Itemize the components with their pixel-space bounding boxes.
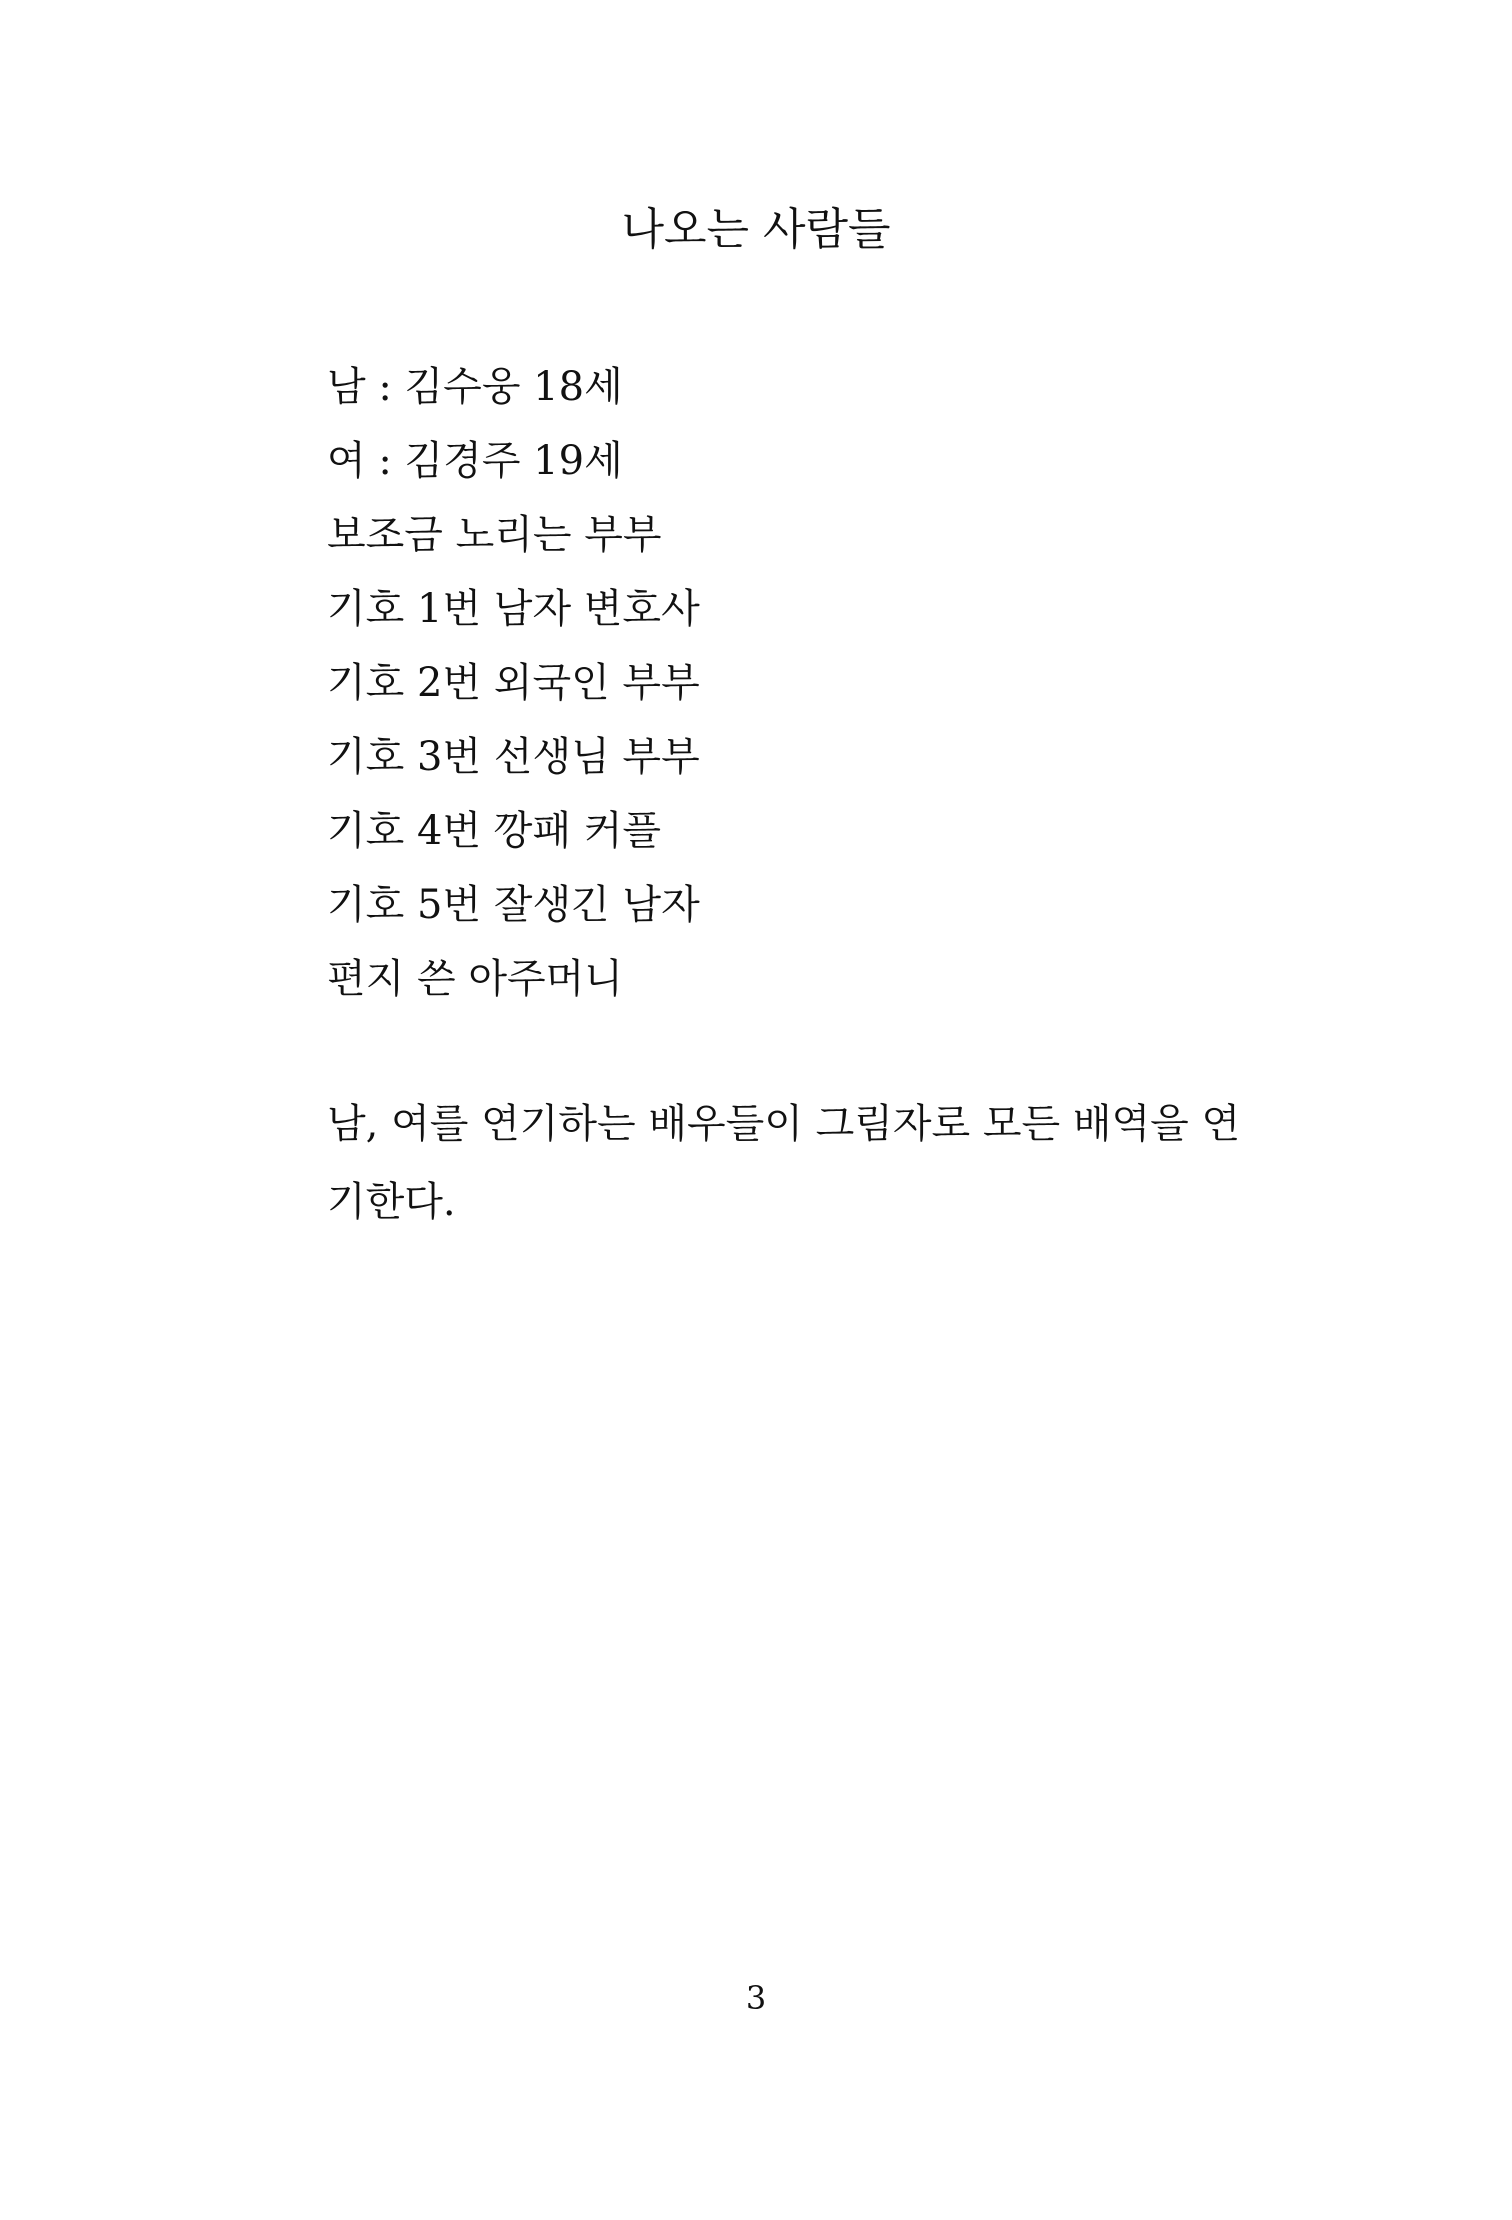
- stage-note: 남, 여를 연기하는 배우들이 그림자로 모든 배역을 연기한다.: [327, 1101, 1241, 1225]
- page-number: 3: [745, 1979, 767, 2017]
- page-title: 나오는 사람들: [621, 204, 891, 255]
- cast-item: 남 : 김수웅 18세: [327, 364, 623, 410]
- cast-item: 기호 5번 잘생긴 남자: [327, 882, 700, 928]
- cast-item: 편지 쓴 아주머니: [327, 956, 623, 1002]
- cast-list: [327, 350, 700, 1016]
- cast-item: 기호 2번 외국인 부부: [327, 660, 700, 706]
- cast-item: 보조금 노리는 부부: [327, 512, 662, 558]
- cast-item: 기호 3번 선생님 부부: [327, 734, 700, 780]
- cast-item: 기호 1번 남자 변호사: [327, 586, 700, 632]
- cast-item: 기호 4번 깡패 커플: [327, 808, 662, 854]
- cast-item: 여 : 김경주 19세: [327, 438, 623, 484]
